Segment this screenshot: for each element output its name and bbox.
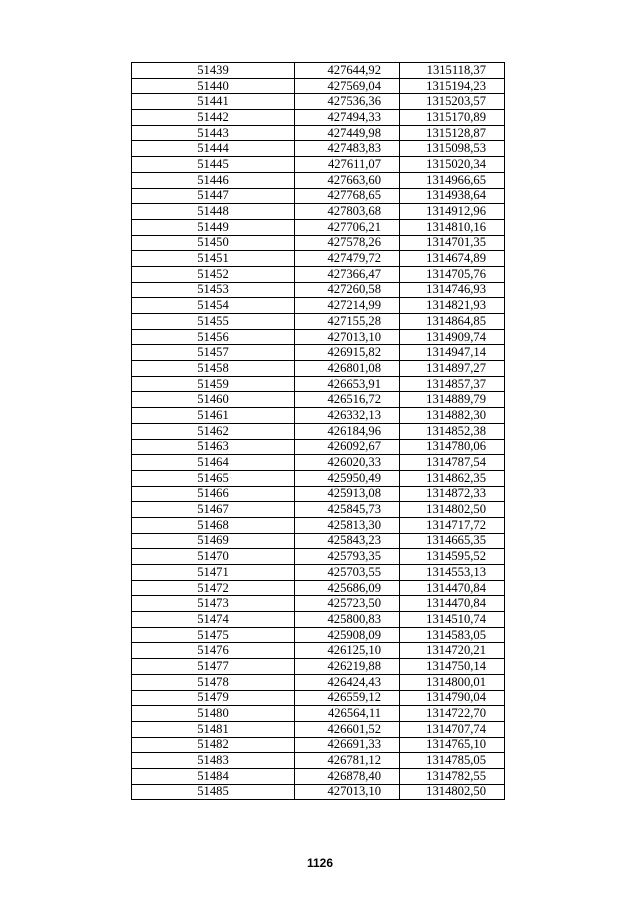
x-coordinate-cell: 427479,72 xyxy=(295,251,400,267)
x-coordinate-cell: 426219,88 xyxy=(295,659,400,675)
table-row xyxy=(132,517,505,533)
x-coordinate-cell: 427578,26 xyxy=(295,235,400,251)
y-coordinate-cell: 1314701,35 xyxy=(400,235,505,251)
y-coordinate-cell: 1314746,93 xyxy=(400,282,505,298)
table-row xyxy=(132,753,505,769)
x-coordinate-cell: 427611,07 xyxy=(295,157,400,173)
y-coordinate-cell: 1314821,93 xyxy=(400,298,505,314)
point-id-cell: 51484 xyxy=(132,768,295,784)
y-coordinate-cell: 1314947,14 xyxy=(400,345,505,361)
table-row xyxy=(132,533,505,549)
point-id-cell: 51477 xyxy=(132,659,295,675)
x-coordinate-cell: 426020,33 xyxy=(295,455,400,471)
point-id-cell: 51467 xyxy=(132,502,295,518)
x-coordinate-cell: 425703,55 xyxy=(295,565,400,581)
point-id-cell: 51485 xyxy=(132,784,295,800)
y-coordinate-cell: 1315118,37 xyxy=(400,63,505,79)
y-coordinate-cell: 1314510,74 xyxy=(400,612,505,628)
table-row xyxy=(132,125,505,141)
y-coordinate-cell: 1314717,72 xyxy=(400,517,505,533)
point-id-cell: 51479 xyxy=(132,690,295,706)
x-coordinate-cell: 427494,33 xyxy=(295,110,400,126)
table-row xyxy=(132,439,505,455)
point-id-cell: 51482 xyxy=(132,737,295,753)
y-coordinate-cell: 1314862,35 xyxy=(400,470,505,486)
point-id-cell: 51474 xyxy=(132,612,295,628)
table-row xyxy=(132,235,505,251)
point-id-cell: 51443 xyxy=(132,125,295,141)
table-row xyxy=(132,329,505,345)
point-id-cell: 51452 xyxy=(132,266,295,282)
point-id-cell: 51458 xyxy=(132,361,295,377)
point-id-cell: 51478 xyxy=(132,674,295,690)
y-coordinate-cell: 1314864,85 xyxy=(400,314,505,330)
x-coordinate-cell: 427483,83 xyxy=(295,141,400,157)
x-coordinate-cell: 426781,12 xyxy=(295,753,400,769)
table-row xyxy=(132,204,505,220)
y-coordinate-cell: 1314780,06 xyxy=(400,439,505,455)
point-id-cell: 51461 xyxy=(132,408,295,424)
point-id-cell: 51448 xyxy=(132,204,295,220)
x-coordinate-cell: 425843,23 xyxy=(295,533,400,549)
y-coordinate-cell: 1314800,01 xyxy=(400,674,505,690)
y-coordinate-cell: 1314889,79 xyxy=(400,392,505,408)
x-coordinate-cell: 426691,33 xyxy=(295,737,400,753)
table-row xyxy=(132,596,505,612)
point-id-cell: 51475 xyxy=(132,627,295,643)
x-coordinate-cell: 426184,96 xyxy=(295,423,400,439)
table-row xyxy=(132,157,505,173)
point-id-cell: 51471 xyxy=(132,565,295,581)
x-coordinate-cell: 427536,36 xyxy=(295,94,400,110)
y-coordinate-cell: 1314790,04 xyxy=(400,690,505,706)
y-coordinate-cell: 1314785,05 xyxy=(400,753,505,769)
table-row xyxy=(132,768,505,784)
x-coordinate-cell: 425793,35 xyxy=(295,549,400,565)
x-coordinate-cell: 425800,83 xyxy=(295,612,400,628)
point-id-cell: 51439 xyxy=(132,63,295,79)
point-id-cell: 51441 xyxy=(132,94,295,110)
point-id-cell: 51451 xyxy=(132,251,295,267)
x-coordinate-cell: 427803,68 xyxy=(295,204,400,220)
y-coordinate-cell: 1315203,57 xyxy=(400,94,505,110)
point-id-cell: 51473 xyxy=(132,596,295,612)
table-row xyxy=(132,565,505,581)
table-row xyxy=(132,486,505,502)
x-coordinate-cell: 426653,91 xyxy=(295,376,400,392)
point-id-cell: 51472 xyxy=(132,580,295,596)
point-id-cell: 51449 xyxy=(132,219,295,235)
y-coordinate-cell: 1314802,50 xyxy=(400,784,505,800)
y-coordinate-cell: 1314882,30 xyxy=(400,408,505,424)
table-row xyxy=(132,706,505,722)
y-coordinate-cell: 1314872,33 xyxy=(400,486,505,502)
table-row xyxy=(132,674,505,690)
point-id-cell: 51453 xyxy=(132,282,295,298)
x-coordinate-cell: 426601,52 xyxy=(295,721,400,737)
point-id-cell: 51481 xyxy=(132,721,295,737)
y-coordinate-cell: 1314912,96 xyxy=(400,204,505,220)
x-coordinate-cell: 427155,28 xyxy=(295,314,400,330)
table-row xyxy=(132,345,505,361)
point-id-cell: 51450 xyxy=(132,235,295,251)
table-row xyxy=(132,219,505,235)
x-coordinate-cell: 426092,67 xyxy=(295,439,400,455)
point-id-cell: 51466 xyxy=(132,486,295,502)
point-id-cell: 51440 xyxy=(132,78,295,94)
x-coordinate-cell: 427569,04 xyxy=(295,78,400,94)
y-coordinate-cell: 1314705,76 xyxy=(400,266,505,282)
y-coordinate-cell: 1314674,89 xyxy=(400,251,505,267)
table-row xyxy=(132,361,505,377)
y-coordinate-cell: 1314707,74 xyxy=(400,721,505,737)
x-coordinate-cell: 425813,30 xyxy=(295,517,400,533)
table-row xyxy=(132,455,505,471)
table-row xyxy=(132,659,505,675)
y-coordinate-cell: 1314750,14 xyxy=(400,659,505,675)
x-coordinate-cell: 426516,72 xyxy=(295,392,400,408)
x-coordinate-cell: 426878,40 xyxy=(295,768,400,784)
table-row xyxy=(132,298,505,314)
y-coordinate-cell: 1314583,05 xyxy=(400,627,505,643)
y-coordinate-cell: 1315194,23 xyxy=(400,78,505,94)
x-coordinate-cell: 427214,99 xyxy=(295,298,400,314)
y-coordinate-cell: 1314857,37 xyxy=(400,376,505,392)
table-row xyxy=(132,549,505,565)
x-coordinate-cell: 427013,10 xyxy=(295,784,400,800)
x-coordinate-cell: 427706,21 xyxy=(295,219,400,235)
point-id-cell: 51470 xyxy=(132,549,295,565)
y-coordinate-cell: 1314802,50 xyxy=(400,502,505,518)
table-row xyxy=(132,282,505,298)
table-row xyxy=(132,188,505,204)
y-coordinate-cell: 1314782,55 xyxy=(400,768,505,784)
point-id-cell: 51446 xyxy=(132,172,295,188)
y-coordinate-cell: 1315170,89 xyxy=(400,110,505,126)
y-coordinate-cell: 1314470,84 xyxy=(400,580,505,596)
x-coordinate-cell: 427663,60 xyxy=(295,172,400,188)
x-coordinate-cell: 427366,47 xyxy=(295,266,400,282)
x-coordinate-cell: 426125,10 xyxy=(295,643,400,659)
x-coordinate-cell: 427768,65 xyxy=(295,188,400,204)
point-id-cell: 51480 xyxy=(132,706,295,722)
table-row xyxy=(132,94,505,110)
point-id-cell: 51468 xyxy=(132,517,295,533)
point-id-cell: 51469 xyxy=(132,533,295,549)
point-id-cell: 51460 xyxy=(132,392,295,408)
point-id-cell: 51457 xyxy=(132,345,295,361)
coordinates-table-body xyxy=(132,63,505,800)
x-coordinate-cell: 425723,50 xyxy=(295,596,400,612)
x-coordinate-cell: 427644,92 xyxy=(295,63,400,79)
table-row xyxy=(132,110,505,126)
table-row xyxy=(132,376,505,392)
point-id-cell: 51464 xyxy=(132,455,295,471)
y-coordinate-cell: 1314852,38 xyxy=(400,423,505,439)
table-row xyxy=(132,784,505,800)
x-coordinate-cell: 425913,08 xyxy=(295,486,400,502)
table-row xyxy=(132,78,505,94)
x-coordinate-cell: 426801,08 xyxy=(295,361,400,377)
x-coordinate-cell: 426332,13 xyxy=(295,408,400,424)
table-row xyxy=(132,408,505,424)
x-coordinate-cell: 426915,82 xyxy=(295,345,400,361)
table-row xyxy=(132,737,505,753)
y-coordinate-cell: 1314722,70 xyxy=(400,706,505,722)
table-row xyxy=(132,721,505,737)
page-number: 1126 xyxy=(306,856,334,870)
table-row xyxy=(132,172,505,188)
table-row xyxy=(132,627,505,643)
point-id-cell: 51456 xyxy=(132,329,295,345)
point-id-cell: 51444 xyxy=(132,141,295,157)
x-coordinate-cell: 427449,98 xyxy=(295,125,400,141)
x-coordinate-cell: 425686,09 xyxy=(295,580,400,596)
table-row xyxy=(132,141,505,157)
y-coordinate-cell: 1314909,74 xyxy=(400,329,505,345)
point-id-cell: 51447 xyxy=(132,188,295,204)
y-coordinate-cell: 1315020,34 xyxy=(400,157,505,173)
table-row xyxy=(132,470,505,486)
y-coordinate-cell: 1314720,21 xyxy=(400,643,505,659)
point-id-cell: 51462 xyxy=(132,423,295,439)
y-coordinate-cell: 1315128,87 xyxy=(400,125,505,141)
table-row xyxy=(132,690,505,706)
x-coordinate-cell: 425908,09 xyxy=(295,627,400,643)
table-row xyxy=(132,392,505,408)
table-row xyxy=(132,502,505,518)
y-coordinate-cell: 1314897,27 xyxy=(400,361,505,377)
x-coordinate-cell: 427013,10 xyxy=(295,329,400,345)
point-id-cell: 51442 xyxy=(132,110,295,126)
table-row xyxy=(132,266,505,282)
x-coordinate-cell: 426424,43 xyxy=(295,674,400,690)
point-id-cell: 51465 xyxy=(132,470,295,486)
y-coordinate-cell: 1314966,65 xyxy=(400,172,505,188)
table-row xyxy=(132,251,505,267)
point-id-cell: 51454 xyxy=(132,298,295,314)
x-coordinate-cell: 425845,73 xyxy=(295,502,400,518)
y-coordinate-cell: 1314665,35 xyxy=(400,533,505,549)
y-coordinate-cell: 1315098,53 xyxy=(400,141,505,157)
coordinates-table xyxy=(131,62,505,800)
table-row xyxy=(132,63,505,79)
point-id-cell: 51476 xyxy=(132,643,295,659)
y-coordinate-cell: 1314595,52 xyxy=(400,549,505,565)
y-coordinate-cell: 1314938,64 xyxy=(400,188,505,204)
point-id-cell: 51463 xyxy=(132,439,295,455)
y-coordinate-cell: 1314470,84 xyxy=(400,596,505,612)
point-id-cell: 51483 xyxy=(132,753,295,769)
table-row xyxy=(132,643,505,659)
y-coordinate-cell: 1314553,13 xyxy=(400,565,505,581)
x-coordinate-cell: 427260,58 xyxy=(295,282,400,298)
table-row xyxy=(132,423,505,439)
point-id-cell: 51455 xyxy=(132,314,295,330)
point-id-cell: 51445 xyxy=(132,157,295,173)
table-row xyxy=(132,580,505,596)
y-coordinate-cell: 1314787,54 xyxy=(400,455,505,471)
y-coordinate-cell: 1314810,16 xyxy=(400,219,505,235)
x-coordinate-cell: 425950,49 xyxy=(295,470,400,486)
x-coordinate-cell: 426559,12 xyxy=(295,690,400,706)
table-row xyxy=(132,314,505,330)
x-coordinate-cell: 426564,11 xyxy=(295,706,400,722)
table-row xyxy=(132,612,505,628)
point-id-cell: 51459 xyxy=(132,376,295,392)
y-coordinate-cell: 1314765,10 xyxy=(400,737,505,753)
